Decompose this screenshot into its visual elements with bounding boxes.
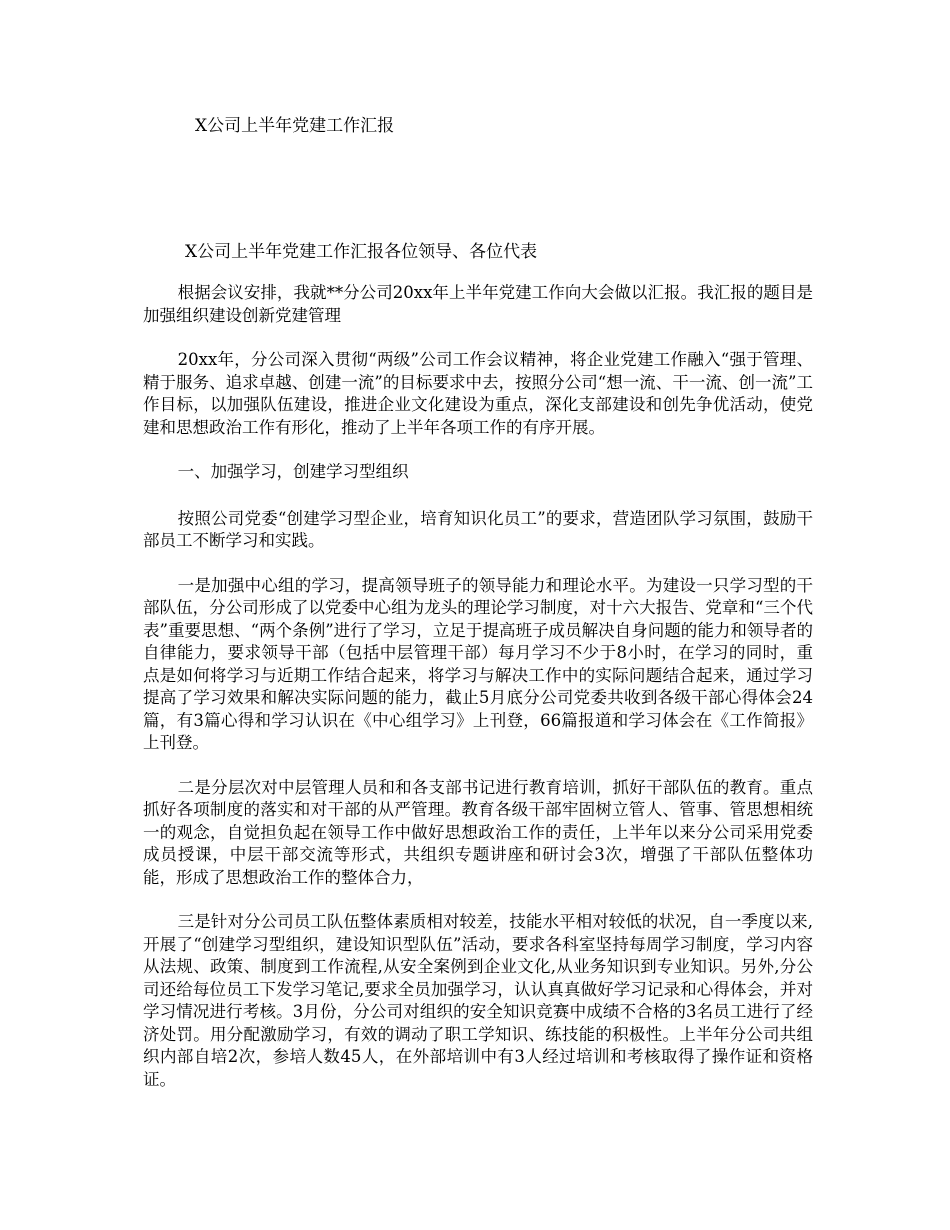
document-body — [143, 282, 813, 1113]
document-subtitle: X公司上半年党建工作汇报各位领导、各位代表 — [185, 242, 538, 262]
paragraph-intro: 根据会议安排，我就**分公司20xx年上半年党建工作向大会做以汇报。我汇报的题目是加强组织建设创新党建管理 — [143, 283, 813, 325]
paragraph-point-two: 二是分层次对中层管理人员和和各支部书记进行教育培训，抓好干部队伍的教育。重点抓好各项制度的落实和对干部的从严管理。教育各级干部牢固树立管人、管事、管思想相统一的观念，自觉担负起在领导工作中做好思想政治工作的责任，上半年以来分公司采用党委成员授课，中层干部交流等形式，共组织专题讲座和研讨会3次，增强了干部队伍整体功能，形成了思想政治工作的整体合力， — [143, 777, 813, 887]
section-heading: 一、加强学习，创建学习型组织 — [177, 462, 409, 481]
paragraph-overview: 20xx年，分公司深入贯彻“两级”公司工作会议精神，将企业党建工作融入“强于管理、精于服务、追求卓越、创建一流”的目标要求中去，按照分公司“想一流、干一流、创一流”工作目标，以加强队伍建设，推进企业文化建设为重点，深化支部建设和创先争优活动，使党建和思想政治工作有形化，推动了上半年各项工作的有序开展。 — [143, 350, 813, 437]
document-title: X公司上半年党建工作汇报 — [195, 116, 395, 136]
paragraph-section-intro: 按照公司党委“创建学习型企业，培育知识化员工”的要求，营造团队学习氛围，鼓励干部员工不断学习和实践。 — [143, 508, 813, 550]
paragraph-point-three: 三是针对分公司员工队伍整体素质相对较差，技能水平相对较低的状况，自一季度以来,开展了“创建学习型组织，建设知识型队伍”活动，要求各科室坚持每周学习制度，学习内容从法规、政策、制度到工作流程,从安全案例到企业文化,从业务知识到专业知识。另外,分公司还给每位员工下发学习笔记,要求全员加强学习，认认真真做好学习记录和心得体会，并对学习情况进行考核。3月份，分公司对组织的安全知识竞赛中成绩不合格的3名员工进行了经济处罚。用分配激励学习，有效的调动了职工学知识、练技能的积极性。上半年分公司共组织内部自培2次，参培人数45人，在外部培训中有3人经过培训和考核取得了操作证和资格证。 — [143, 912, 813, 1089]
paragraph-point-one: 一是加强中心组的学习，提高领导班子的领导能力和理论水平。为建设一只学习型的干部队伍，分公司形成了以党委中心组为龙头的理论学习制度，对十六大报告、党章和“三个代表”重要思想、“两个条例”进行了学习，立足于提高班子成员解决自身问题的能力和领导者的自律能力，要求领导干部（包括中层管理干部）每月学习不少于8小时，在学习的同时，重点是如何将学习与近期工作结合起来，将学习与解决工作中的实际问题结合起来，通过学习提高了学习效果和解决实际问题的能力，截止5月底分公司党委共收到各级干部心得体会24篇，有3篇心得和学习认识在《中心组学习》上刊登，66篇报道和学习体会在《工作简报》上刊登。 — [143, 575, 813, 752]
